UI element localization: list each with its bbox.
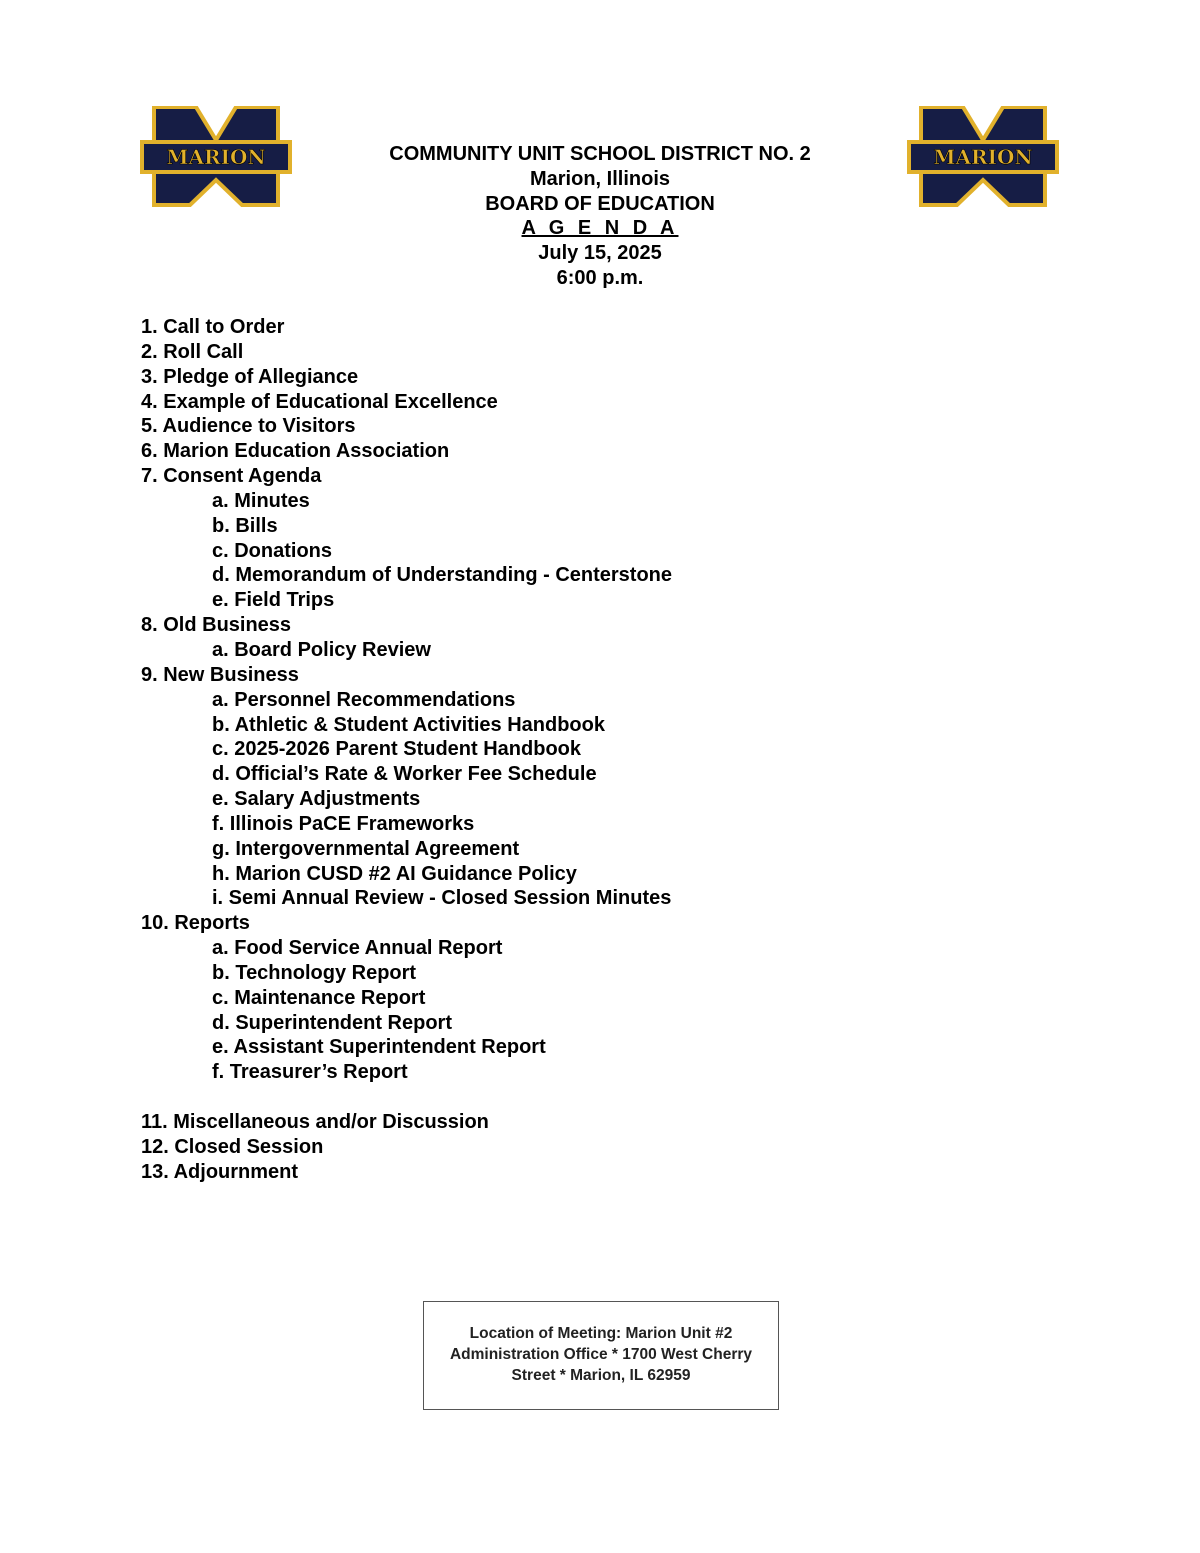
agenda-subitem: e. Assistant Superintendent Report [212,1036,546,1059]
agenda-subitem: c. Maintenance Report [212,986,426,1009]
agenda-subitem: d. Memorandum of Understanding - Centerstone [212,564,673,587]
agenda-subitem: d. Superintendent Report [212,1011,452,1034]
agenda-item: 11. Miscellaneous and/or Discussion [141,1111,489,1133]
agenda-item: 13. Adjournment [141,1160,299,1183]
agenda-list [141,315,1041,1185]
agenda-subitem: a. Personnel Recommendations [212,688,516,711]
meeting-location-text [431,1323,771,1386]
svg-text:MARION: MARION [933,145,1033,169]
agenda-subitem: i. Semi Annual Review - Closed Session Minutes [212,887,672,910]
agenda-subitem: c. 2025-2026 Parent Student Handbook [212,738,582,761]
marion-logo-left [140,106,292,208]
agenda-subitem: a. Minutes [212,489,310,512]
district-name: COMMUNITY UNIT SCHOOL DISTRICT NO. 2 [389,143,811,165]
agenda-item: 7. Consent Agenda [141,465,322,488]
agenda-subitem: a. Food Service Annual Report [212,937,503,960]
marion-m-logo-icon [907,106,1059,208]
agenda-subitem: g. Intergovernmental Agreement [212,837,520,860]
agenda-subitem: f. Illinois PaCE Frameworks [212,812,475,835]
agenda-item: 8. Old Business [141,614,292,637]
agenda-item: 9. New Business [141,663,299,686]
agenda-subitem: f. Treasurer’s Report [212,1061,408,1084]
document-header [300,142,900,291]
agenda-item: 2. Roll Call [141,340,244,363]
section-spacer [141,1085,1041,1110]
agenda-item: 3. Pledge of Allegiance [141,365,359,388]
agenda-item: 6. Marion Education Association [141,440,450,463]
city-state: Marion, Illinois [529,167,670,190]
meeting-date: July 15, 2025 [538,242,662,265]
agenda-subitem: b. Bills [212,514,278,537]
agenda-subitem: e. Salary Adjustments [212,788,421,811]
agenda-subitem: e. Field Trips [212,589,335,612]
marion-logo-right [907,106,1059,208]
agenda-subitem: b. Athletic & Student Activities Handbook [212,713,605,736]
agenda-subitem: h. Marion CUSD #2 AI Guidance Policy [212,862,577,885]
meeting-location-box [423,1301,779,1410]
location-line: Location of Meeting: Marion Unit #2 [469,1325,733,1342]
agenda-title: A G E N D A [521,217,679,240]
agenda-item: 4. Example of Educational Excellence [141,390,498,413]
svg-text:MARION: MARION [166,145,266,169]
location-line: Administration Office * 1700 West Cherry [449,1346,753,1363]
location-line: Street * Marion, IL 62959 [511,1367,691,1384]
agenda-subitem: b. Technology Report [212,961,417,984]
meeting-time: 6:00 p.m. [556,266,644,289]
board-name: BOARD OF EDUCATION [485,192,715,215]
agenda-subitem: d. Official’s Rate & Worker Fee Schedule [212,763,597,786]
agenda-item: 12. Closed Session [141,1135,324,1158]
agenda-item: 5. Audience to Visitors [141,415,356,438]
agenda-item: 10. Reports [141,912,250,935]
agenda-subitem: c. Donations [212,539,333,562]
agenda-item: 1. Call to Order [141,316,285,338]
marion-m-logo-icon [140,106,292,208]
agenda-subitem: a. Board Policy Review [212,638,431,661]
